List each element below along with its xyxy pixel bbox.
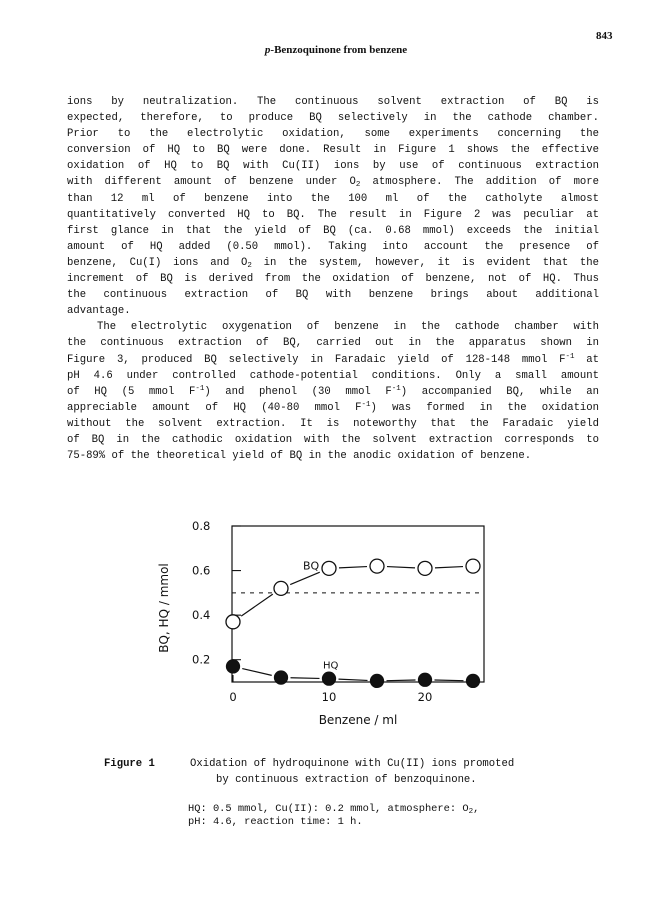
text-line: ions by neutralization. The continuous solvent extraction of BQ is [67,96,599,108]
series-line-bq [387,567,415,568]
text-line: benzene, Cu(I) ions and $O_2$ in the system, however, it is evident that the [67,256,600,270]
figure-conditions [188,803,479,829]
running-head-italic: p [264,44,271,56]
caption-text-line-2: by continuous extraction of benzoquinone. [216,774,477,786]
hq-data-point [419,673,432,686]
y-axis-label: BQ, HQ / mmol [157,563,171,653]
bq-data-point [370,559,384,573]
text-line: of BQ in the cathodic oxidation with the solvent extraction corresponds to [67,433,599,446]
text-line: advantage. [67,305,131,318]
hq-data-point [371,674,384,687]
y-tick-label: 0.4 [192,608,211,623]
bq-data-point [226,615,240,629]
text-line: than 12 ml of benzene into the 100 ml of the catholyte almost [67,192,599,205]
plot-frame [232,526,484,682]
bq-data-point [466,559,480,573]
text-line: Prior to the electrolytic oxidation, some experiments concerning the [67,128,599,141]
text-line: oxidation of HQ to BQ with Cu(II) ions by use of continuous extraction [67,160,599,173]
hq-data-point [467,674,480,687]
series-line-bq [339,567,367,568]
caption-text-line-1: Oxidation of hydroquinone with Cu(II) ions promoted [190,758,515,770]
y-tick-label: 0.2 [192,652,211,667]
bq-data-point [418,561,432,575]
x-tick-label: 0 [229,690,237,704]
text-line: conversion of HQ to BQ were done. Result in Figure 1 shows the effective [67,144,599,157]
text-line: appreciable amount of HQ (40-80 mmol $F^{-1}$) was formed in the oxidation [67,400,599,414]
bq-data-point [274,581,288,595]
text-line: expected, therefore, to produce BQ selectively in the cathode chamber. [67,112,599,125]
text-line: 75-89% of the theoretical yield of BQ in the anodic oxidation of benzene. [67,450,532,463]
hq-data-point [227,660,240,673]
text-line: pH 4.6 under controlled cathode-potential conditions. Only a small amount [67,369,599,382]
series-line-hq [338,679,367,680]
hq-series-label: HQ [323,660,339,672]
text-line: quantitatively converted HQ to BQ. The result in Figure 2 was peculiar at [67,208,599,221]
text-line: increment of BQ is derived from the oxidation of benzene, not of HQ. Thus [67,273,599,286]
page-number: 843 [596,30,613,42]
text-line: of HQ (5 mmol $F^{-1}$) and phenol (30 mmol $F^{-1}$) accompanied BQ, while an [67,384,600,398]
y-tick-label: 0.8 [192,519,211,533]
text-line: without the solvent extraction. It is noteworthy that the Faradaic yield [67,417,599,430]
text-line: amount of HQ added (0.50 mmol). Taking into account the presence of [67,240,599,253]
y-tick-label: 0.6 [192,563,211,578]
conditions-line-2: pH: 4.6, reaction time: 1 h. [188,816,363,828]
text-line: Figure 3, produced BQ selectively in Faradaic yield of 128-148 mmol $F^{-1}$ at [67,352,599,366]
series-line-hq [386,680,415,681]
x-tick-label: 20 [417,690,433,704]
text-line: first glance in that the yield of BQ (ca. 0.68 mmol) exceeds the initial [67,224,599,237]
x-axis-label: Benzene / ml [318,713,398,727]
x-tick-label: 10 [321,690,337,704]
caption-label: Figure 1 [104,758,155,770]
text-line: The electrolytic oxygenation of benzene in the cathode chamber with [97,321,599,334]
text-line: with different amount of benzene under $O_2$ atmosphere. The addition of more [67,176,599,190]
hq-data-point [275,671,288,684]
series-line-bq [290,572,320,584]
series-line-bq [241,594,273,616]
running-head-title: -Benzoquinone from benzene [270,44,408,56]
hq-data-point [323,672,336,685]
bq-series-label: BQ [303,559,320,573]
conditions-line-1: HQ: 0.5 mmol, Cu(II): 0.2 mmol, atmosphere: $O_2$, [188,803,480,816]
text-line: the continuous extraction of BQ with benzene brings about additional [67,289,599,302]
series-line-hq [290,678,319,679]
text-line: the continuous extraction of BQ, carried out in the apparatus shown in [67,337,599,350]
series-line-hq [242,669,271,676]
series-line-hq [434,680,463,681]
series-line-bq [435,567,463,568]
bq-data-point [322,561,336,575]
